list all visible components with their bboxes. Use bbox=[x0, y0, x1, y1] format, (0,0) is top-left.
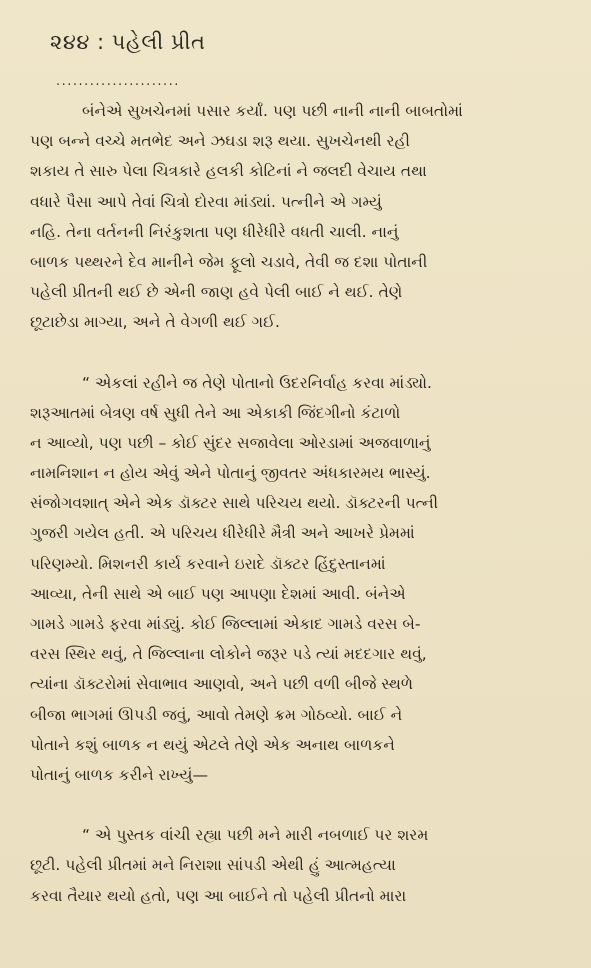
text-line: બાળક પથ્થરને દેવ માનીને જેમ ફૂલો ચડાવે, તેવી જ દશા પોતાની bbox=[30, 252, 428, 271]
text-line: સંજોગવશાત્ એને એક ડૉક્ટર સાથે પરિચય થયો. ડૉક્ટરની પત્ની bbox=[30, 494, 439, 513]
text-line: ગુજરી ગયેલ હતી. એ પરિચય ધીરેધીરે મૈત્રી અને આખરે પ્રેમમાં bbox=[30, 524, 415, 543]
text-line: શકાય તે સારુ પેલા ચિત્રકારે હલકી કોટિનાં ને જલદી વેચાય તથા bbox=[30, 162, 427, 181]
text-line: કરવા તૈયાર થયો હતો, પણ આ બાઈને તો પહેલી પ્રીતનો મારા bbox=[30, 886, 407, 905]
text-line: “ એ પુસ્તક વાંચી રહ્યા પછી મને મારી નબળાઈ પર શરમ bbox=[82, 826, 429, 845]
text-line: ત્યાંના ડૉક્ટરોમાં સેવાભાવ આણવો, અને પછી વળી બીજે સ્થળે bbox=[30, 675, 413, 694]
body-text bbox=[30, 96, 570, 911]
text-line: બંનેએ સુખચેનમાં પસાર કર્યાં. પણ પછી નાની નાની બાબતોમાં bbox=[82, 102, 463, 120]
text-line: વધારે પૈસા આપે તેવાં ચિત્રો દોરવા માંડ્યાં. પત્નીને એ ગમ્યું bbox=[30, 192, 382, 211]
text-line: ન આવ્યો, પણ પછી – કોઈ સુંદર સજાવેલા ઓરડામાં અજવાળાનું bbox=[30, 433, 431, 452]
text-line: છૂટી. પહેલી પ્રીતમાં મને નિરાશા સાંપડી એથી હું આત્મહત્યા bbox=[30, 856, 396, 875]
paragraph-1 bbox=[30, 96, 570, 338]
text-line: નહિ. તેના વર્તનની નિરંકુશતા પણ ધીરેધીરે વધતી ચાલી. નાનું bbox=[30, 222, 399, 241]
text-line: ગામડે ગામડે ફરવા માંડ્યું. કોઈ જિલ્લામાં એકાદ ગામડે વરસ બે- bbox=[30, 615, 421, 633]
text-line: બીજા ભાગમાં ઊપડી જવું, આવો તેમણે ક્રમ ગોઠવ્યો. બાઈ ને bbox=[30, 705, 403, 724]
text-line: પોતાને કશું બાળક ન થયું એટલે તેણે એક અનાથ બાળકને bbox=[30, 735, 395, 754]
paragraph-3 bbox=[30, 820, 570, 911]
text-line: પહેલી પ્રીતની થઈ છે એની જાણ હવે પેલી બાઈ ને થઈ. તેણે bbox=[30, 283, 403, 302]
text-line: છૂટાછેડા માગ્યા, અને તે વેગળી થઈ ગઈ. bbox=[30, 313, 280, 332]
text-line: શરૂઆતમાં બેત્રણ વર્ષ સુધી તેને આ એકાકી જિંદગીનો કંટાળો bbox=[30, 403, 401, 422]
text-line: નામનિશાન ન હોય એવું એને પોતાનું જીવતર અંધકારમય ભાસ્યું. bbox=[30, 464, 431, 483]
text-line: “ એકલાં રહીને જ તેણે પોતાનો ઉદરનિર્વાહ કરવા માંડ્યો. bbox=[82, 373, 432, 392]
paragraph-spacer bbox=[30, 338, 570, 368]
text-line: પરિણમ્યો. મિશનરી કાર્ય કરવાને ઇરાદે ડૉક્ટર હિંદુસ્તાનમાં bbox=[30, 554, 386, 573]
header-dotted-rule: ...................... bbox=[56, 74, 180, 89]
page-header: ૨૪૪ : પહેલી પ્રીત bbox=[50, 30, 206, 54]
text-line: પણ બન્ને વચ્ચે મતભેદ અને ઝઘડા શરૂ થયા. સુખચેનથી રહી bbox=[30, 132, 410, 151]
text-line: પોતાનું બાળક કરીને રાખ્યું— bbox=[30, 765, 208, 784]
paragraph-spacer bbox=[30, 790, 570, 820]
text-line: આવ્યા, તેની સાથે એ બાઈ પણ આપણા દેશમાં આવી. બંનેએ bbox=[30, 584, 406, 603]
text-line: વરસ સ્થિર થવું, તે જિલ્લાના લોકોને જરૂર પડે ત્યાં મદદગાર થવું, bbox=[30, 645, 427, 664]
paragraph-2 bbox=[30, 368, 570, 791]
